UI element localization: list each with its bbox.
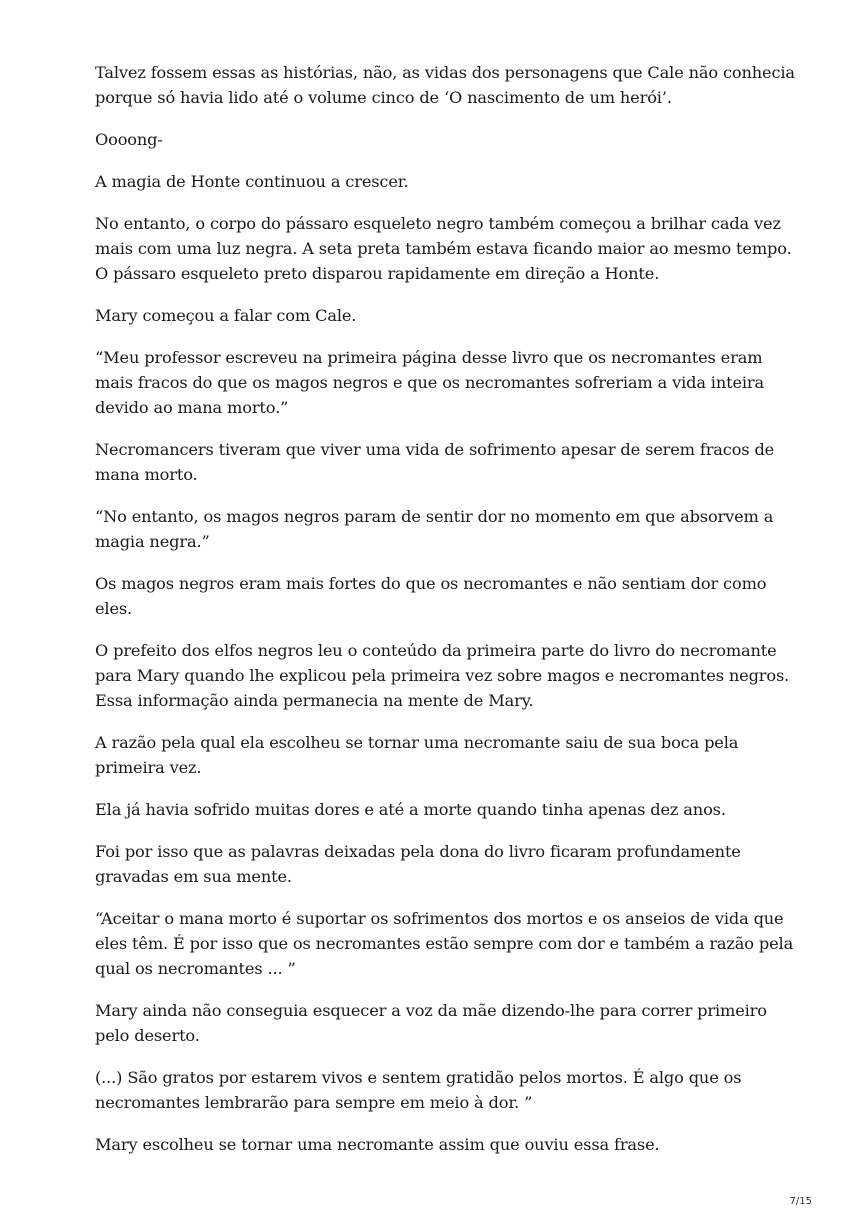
paragraph: “Meu professor escreveu na primeira página desse livro que os necromantes eram mais fracos do que os magos negros e que os necromantes sofreriam a vida inteira devido ao mana morto.” bbox=[95, 348, 765, 417]
paragraph: Talvez fossem essas as histórias, não, as vidas dos personagens que Cale não conhecia porque só havia lido até o volume cinco de ‘O nascimento de um herói’. bbox=[95, 63, 795, 107]
paragraph: Foi por isso que as palavras deixadas pela dona do livro ficaram profundamente gravadas em sua mente. bbox=[95, 842, 741, 886]
paragraph: Mary escolheu se tornar uma necromante assim que ouviu essa frase. bbox=[95, 1135, 660, 1154]
paragraph: Mary começou a falar com Cale. bbox=[95, 306, 357, 325]
paragraph: A magia de Honte continuou a crescer. bbox=[95, 172, 409, 191]
paragraph: Ela já havia sofrido muitas dores e até a morte quando tinha apenas dez anos. bbox=[95, 800, 726, 819]
paragraph: “No entanto, os magos negros param de sentir dor no momento em que absorvem a magia negra.” bbox=[95, 507, 774, 551]
paragraph: O prefeito dos elfos negros leu o conteúdo da primeira parte do livro do necromante para Mary quando lhe explicou pela primeira vez sobre magos e necromantes negros. Essa informação ainda permanecia na mente de Mary. bbox=[95, 641, 790, 710]
paragraph: No entanto, o corpo do pássaro esqueleto negro também começou a brilhar cada vez mais com uma luz negra. A seta preta também estava ficando maior ao mesmo tempo. O pássaro esqueleto preto disparou rapidamente em direção a Honte. bbox=[95, 214, 792, 283]
paragraph: Os magos negros eram mais fortes do que os necromantes e não sentiam dor como eles. bbox=[95, 574, 767, 618]
paragraph: Mary ainda não conseguia esquecer a voz da mãe dizendo-lhe para correr primeiro pelo deserto. bbox=[95, 1001, 767, 1045]
paragraph: A razão pela qual ela escolheu se tornar uma necromante saiu de sua boca pela primeira vez. bbox=[95, 733, 739, 777]
paragraph: “Aceitar o mana morto é suportar os sofrimentos dos mortos e os anseios de vida que eles têm. É por isso que os necromantes estão sempre com dor e também a razão pela qual os necromantes ... ” bbox=[95, 909, 794, 978]
paragraph: Oooong- bbox=[95, 130, 163, 149]
paragraph: (...) São gratos por estarem vivos e sentem gratidão pelos mortos. É algo que os necromantes lembrarão para sempre em meio à dor. ” bbox=[95, 1068, 742, 1112]
paragraph: Necromancers tiveram que viver uma vida de sofrimento apesar de serem fracos de mana morto. bbox=[95, 440, 775, 484]
page-number: 7/15 bbox=[789, 1196, 812, 1207]
document-body bbox=[95, 60, 795, 1174]
